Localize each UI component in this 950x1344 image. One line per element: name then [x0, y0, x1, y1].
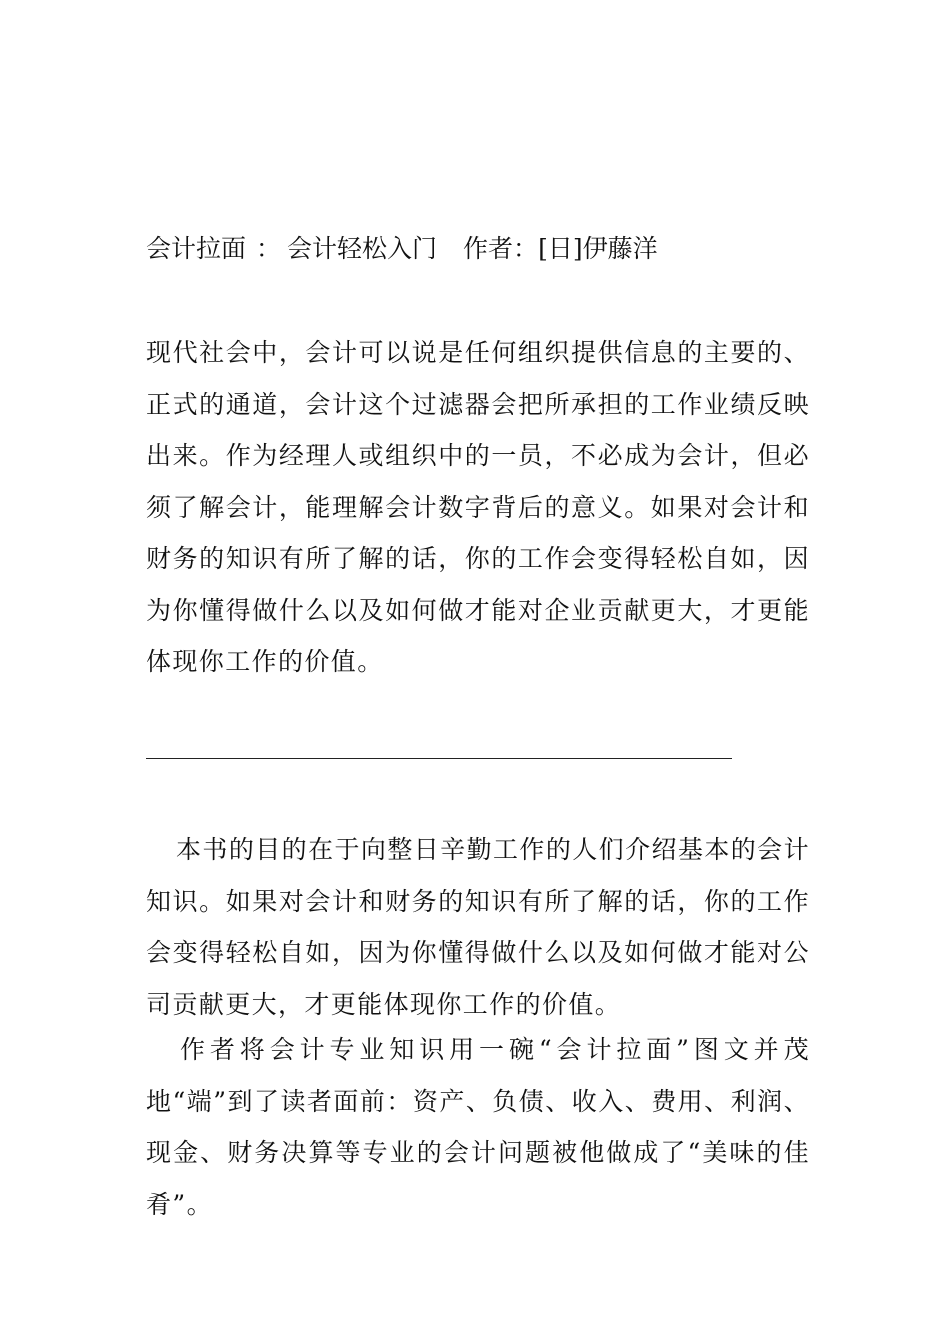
body-paragraph-2: 作者将会计专业知识用一碗“会计拉面”图文并茂地“端”到了读者面前：资产、负债、收入、费用、利润、现金、财务决算等专业的会计问题被他做成了“美味的佳肴”。 [146, 1035, 810, 1219]
intro-paragraph: 现代社会中，会计可以说是任何组织提供信息的主要的、正式的通道，会计这个过滤器会把所承担的工作业绩反映出来。作为经理人或组织中的一员，不必成为会计，但必须了解会计，能理解会计数字背后的意义。如果对会计和财务的知识有所了解的话，你的工作会变得轻松自如，因为你懂得做什么以及如何做才能对企业贡献更大，才更能体现你工作的价值。 [146, 338, 810, 676]
book-subtitle: 会计轻松入门 [287, 234, 438, 263]
author-name: [日]伊藤洋 [538, 234, 658, 263]
body-paragraph-1: 本书的目的在于向整日辛勤工作的人们介绍基本的会计知识。如果对会计和财务的知识有所了解的话，你的工作会变得轻松自如，因为你懂得做什么以及如何做才能对公司贡献更大，才更能体现你工作的价值。 [146, 835, 810, 1019]
title-separator: ： [256, 234, 282, 263]
section-divider [146, 758, 732, 759]
document-title-line [146, 232, 658, 266]
book-title: 会计拉面 [146, 234, 247, 263]
author-label: 作者： [463, 234, 539, 263]
